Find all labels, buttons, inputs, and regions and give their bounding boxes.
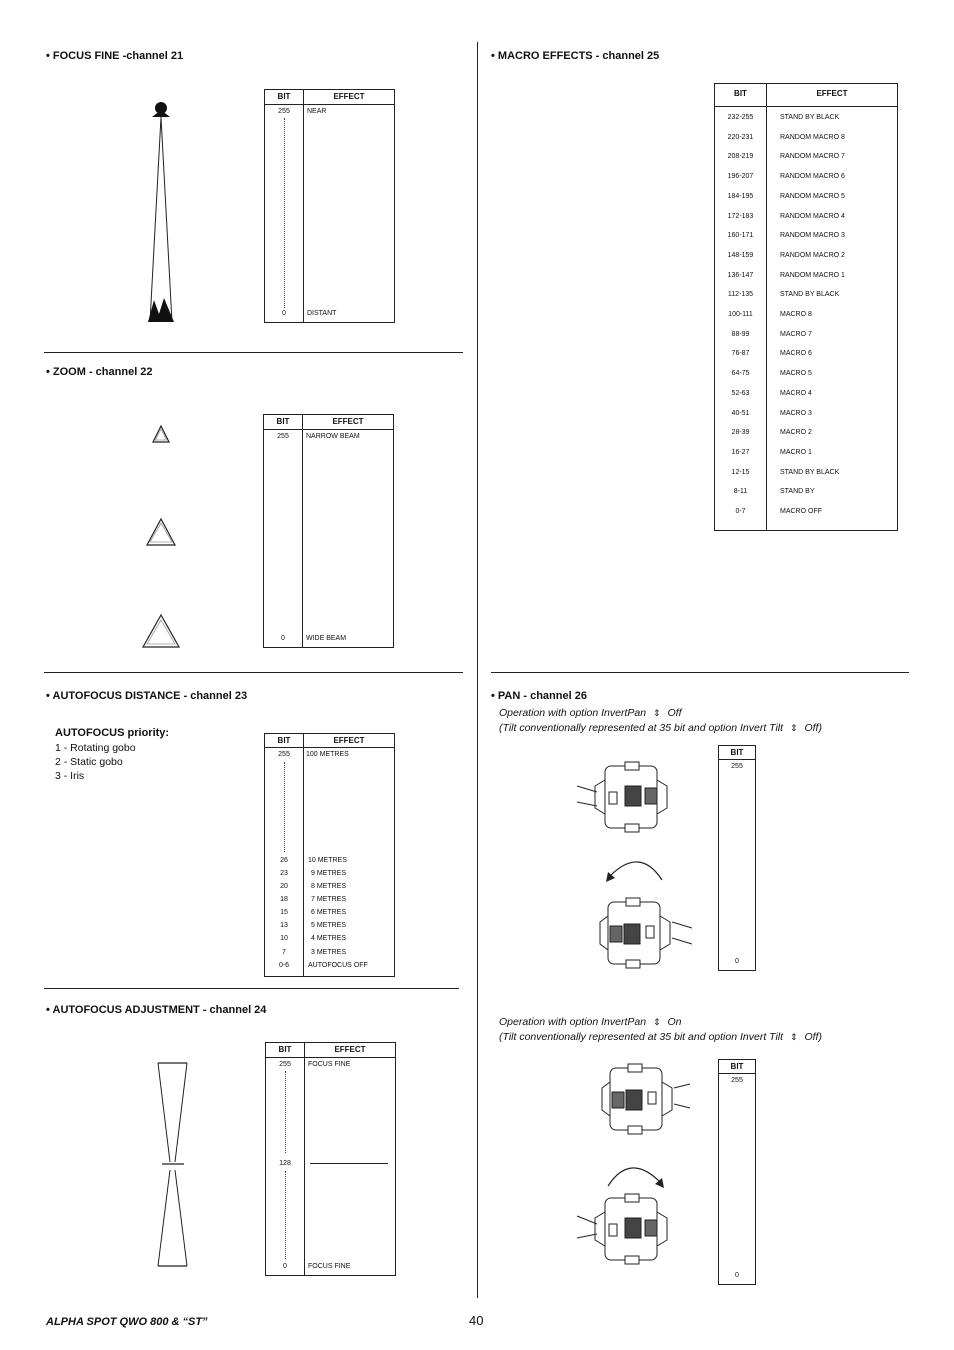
effect-value: AUTOFOCUS OFF <box>308 962 368 969</box>
pan-on-tilt-state: Off) <box>804 1031 822 1043</box>
pan-off-table <box>718 745 756 971</box>
dotted-range <box>284 762 285 852</box>
bit-value: 26 <box>280 857 288 864</box>
pan-on-line1-text: Operation with option InvertPan <box>499 1016 647 1028</box>
effect-value: RANDOM MACRO 1 <box>780 271 845 279</box>
effect-value: MACRO 1 <box>780 448 812 456</box>
rotate-arrow-icon <box>600 852 666 888</box>
pan-off-line2-text: (Tilt conventionally represented at 35 bit and option Invert Tilt <box>499 722 784 734</box>
bit-value: 208-219 <box>727 153 754 161</box>
bit-value: 8-11 <box>733 488 748 496</box>
effect-value: MACRO OFF <box>780 508 822 515</box>
bit-value: 76-87 <box>731 350 750 358</box>
bit-header: BIT <box>277 736 291 745</box>
effect-value: 10 METRES <box>308 857 347 864</box>
effect-value: STAND BY BLACK <box>780 468 840 476</box>
bit-value: 12-15 <box>731 468 750 476</box>
bit-value: 40-51 <box>731 409 750 417</box>
bit-value: 136-147 <box>727 271 754 279</box>
bit-value: 255 <box>278 108 290 115</box>
bit-value: 18 <box>280 896 288 903</box>
pan-off-line1-text: Operation with option InvertPan <box>499 707 647 719</box>
autofocus-adjustment-title: • AUTOFOCUS ADJUSTMENT - channel 24 <box>46 1004 267 1016</box>
bit-value: 255 <box>731 1077 743 1084</box>
bit-header: BIT <box>276 417 290 426</box>
autofocus-distance-title: • AUTOFOCUS DISTANCE - channel 23 <box>46 690 248 702</box>
footer-product: ALPHA SPOT QWO 800 & “ST” <box>46 1316 208 1328</box>
pan-title: • PAN - channel 26 <box>491 690 587 702</box>
bit-value: 88-99 <box>731 330 750 338</box>
focus-fine-title: • FOCUS FINE -channel 21 <box>46 50 184 62</box>
bit-value: 0 <box>281 635 285 642</box>
effect-value: STAND BY BLACK <box>780 114 840 121</box>
bit-value: 184-195 <box>727 192 754 200</box>
bit-header: BIT <box>730 748 744 757</box>
effect-value: FOCUS FINE <box>308 1061 351 1068</box>
bit-value: 255 <box>278 751 290 758</box>
fixture-rotated-illustration <box>598 898 698 968</box>
bit-value: 112-135 <box>727 291 754 299</box>
bit-value: 196-207 <box>727 173 754 181</box>
macro-effects-table <box>714 83 898 531</box>
effect-header: EFFECT <box>333 92 365 101</box>
bit-value: 255 <box>277 433 289 440</box>
effect-value: 3 METRES <box>311 949 347 956</box>
bit-value: 52-63 <box>731 389 750 397</box>
bit-value: 13 <box>280 922 288 929</box>
bit-value: 160-171 <box>727 232 754 240</box>
pan-on-state: On <box>667 1016 682 1028</box>
zoom-table <box>263 414 394 648</box>
bit-value: 64-75 <box>731 370 750 378</box>
effect-value: MACRO 5 <box>780 370 812 378</box>
effect-header: EFFECT <box>816 89 848 98</box>
page-number: 40 <box>469 1313 484 1328</box>
pan-off-tilt-state: Off) <box>804 722 822 734</box>
effect-value: MACRO 8 <box>780 311 812 318</box>
effect-value: MACRO 6 <box>780 350 812 358</box>
updown-icon: ⇕ <box>789 723 798 733</box>
bit-value: 28-39 <box>731 429 750 437</box>
bit-header: BIT <box>277 92 291 101</box>
effect-header: EFFECT <box>334 1045 366 1054</box>
effect-value: RANDOM MACRO 3 <box>780 232 845 240</box>
effect-value: STAND BY <box>780 488 815 496</box>
effect-value: 8 METRES <box>311 883 347 890</box>
bit-value: 10 <box>280 935 288 942</box>
pan-on-line2-text: (Tilt conventionally represented at 35 bit and option Invert Tilt <box>499 1031 784 1043</box>
bit-header: BIT <box>278 1045 292 1054</box>
effect-header: EFFECT <box>332 417 364 426</box>
bit-value: 23 <box>280 870 288 877</box>
bit-value: 0 <box>283 1263 287 1270</box>
effect-value: 5 METRES <box>311 922 347 929</box>
effect-value: STAND BY BLACK <box>780 291 840 299</box>
effect-value: WIDE BEAM <box>306 635 347 642</box>
effect-value: RANDOM MACRO 2 <box>780 251 845 259</box>
priority-item: 2 - Static gobo <box>55 756 123 768</box>
updown-icon: ⇕ <box>653 1017 661 1027</box>
effect-value: MACRO 4 <box>780 389 812 397</box>
bit-value: 16-27 <box>731 448 750 456</box>
pan-on-line1 <box>499 1016 682 1028</box>
divider <box>44 352 463 353</box>
focus-fine-illustration <box>145 100 185 326</box>
divider <box>44 672 463 673</box>
zoom-illustration <box>140 420 184 652</box>
bit-value: 7 <box>282 949 286 956</box>
effect-value: DISTANT <box>307 310 337 317</box>
bit-value: 255 <box>279 1061 291 1068</box>
priority-item: 3 - Iris <box>55 770 85 782</box>
bit-value: 0 <box>282 310 286 317</box>
rotate-arrow-icon <box>604 1158 670 1194</box>
effect-value: MACRO 7 <box>780 330 812 338</box>
bit-value: 172-183 <box>727 212 754 220</box>
updown-icon: ⇕ <box>789 1032 798 1042</box>
pan-off-state: Off <box>667 707 682 719</box>
pan-off-line2 <box>499 722 822 734</box>
effect-value: 4 METRES <box>311 935 347 942</box>
bit-value: 20 <box>280 883 288 890</box>
bit-value: 100-111 <box>728 311 753 318</box>
effect-value: RANDOM MACRO 8 <box>780 133 845 141</box>
pan-off-line1 <box>499 707 682 719</box>
bit-value: 15 <box>280 909 288 916</box>
priority-item: 1 - Rotating gobo <box>55 742 136 754</box>
effect-value: RANDOM MACRO 4 <box>780 212 845 220</box>
fixture-top-illustration <box>575 762 675 832</box>
pan-on-line2 <box>499 1031 822 1043</box>
midpoint-line <box>310 1163 388 1164</box>
fixture-rotated-illustration <box>600 1064 700 1134</box>
bit-value: 0-7 <box>735 508 746 515</box>
bit-value: 0 <box>735 1272 739 1279</box>
bit-value: 148-159 <box>727 251 754 259</box>
autofocus-adjustment-illustration <box>155 1060 191 1270</box>
focus-fine-table <box>264 89 395 323</box>
bit-header: BIT <box>730 1062 744 1071</box>
effect-value: FOCUS FINE <box>308 1263 351 1270</box>
bit-value: 128 <box>279 1160 291 1167</box>
divider <box>44 988 459 989</box>
effect-value: RANDOM MACRO 5 <box>780 192 845 200</box>
autofocus-adjustment-table <box>265 1042 396 1276</box>
autofocus-priority-title: AUTOFOCUS priority: <box>55 727 170 739</box>
pan-on-table <box>718 1059 756 1285</box>
bit-value: 255 <box>731 763 743 770</box>
fixture-top-illustration <box>575 1194 675 1266</box>
effect-value: RANDOM MACRO 6 <box>780 173 845 181</box>
bit-value: 220-231 <box>727 133 754 141</box>
bit-value: 0 <box>735 958 739 965</box>
divider <box>491 672 909 673</box>
effect-value: NEAR <box>307 108 327 115</box>
dotted-range <box>284 118 285 308</box>
dotted-range <box>285 1171 286 1259</box>
bit-value: 0-6 <box>278 962 290 969</box>
effect-value: NARROW BEAM <box>306 433 360 440</box>
macro-effects-title: • MACRO EFFECTS - channel 25 <box>491 50 660 62</box>
bit-header: BIT <box>734 89 747 98</box>
effect-value: 100 METRES <box>306 751 349 758</box>
effect-value: 7 METRES <box>311 896 347 903</box>
zoom-title: • ZOOM - channel 22 <box>46 366 153 378</box>
dotted-range <box>285 1071 286 1153</box>
effect-value: 9 METRES <box>311 870 347 877</box>
effect-header: EFFECT <box>333 736 365 745</box>
column-separator <box>477 42 478 1298</box>
effect-value: MACRO 3 <box>780 409 812 417</box>
autofocus-distance-table <box>264 733 395 977</box>
effect-value: 6 METRES <box>311 909 347 916</box>
effect-value: MACRO 2 <box>780 429 812 437</box>
effect-value: RANDOM MACRO 7 <box>780 153 845 161</box>
updown-icon: ⇕ <box>653 708 661 718</box>
bit-value: 232-255 <box>727 114 754 121</box>
